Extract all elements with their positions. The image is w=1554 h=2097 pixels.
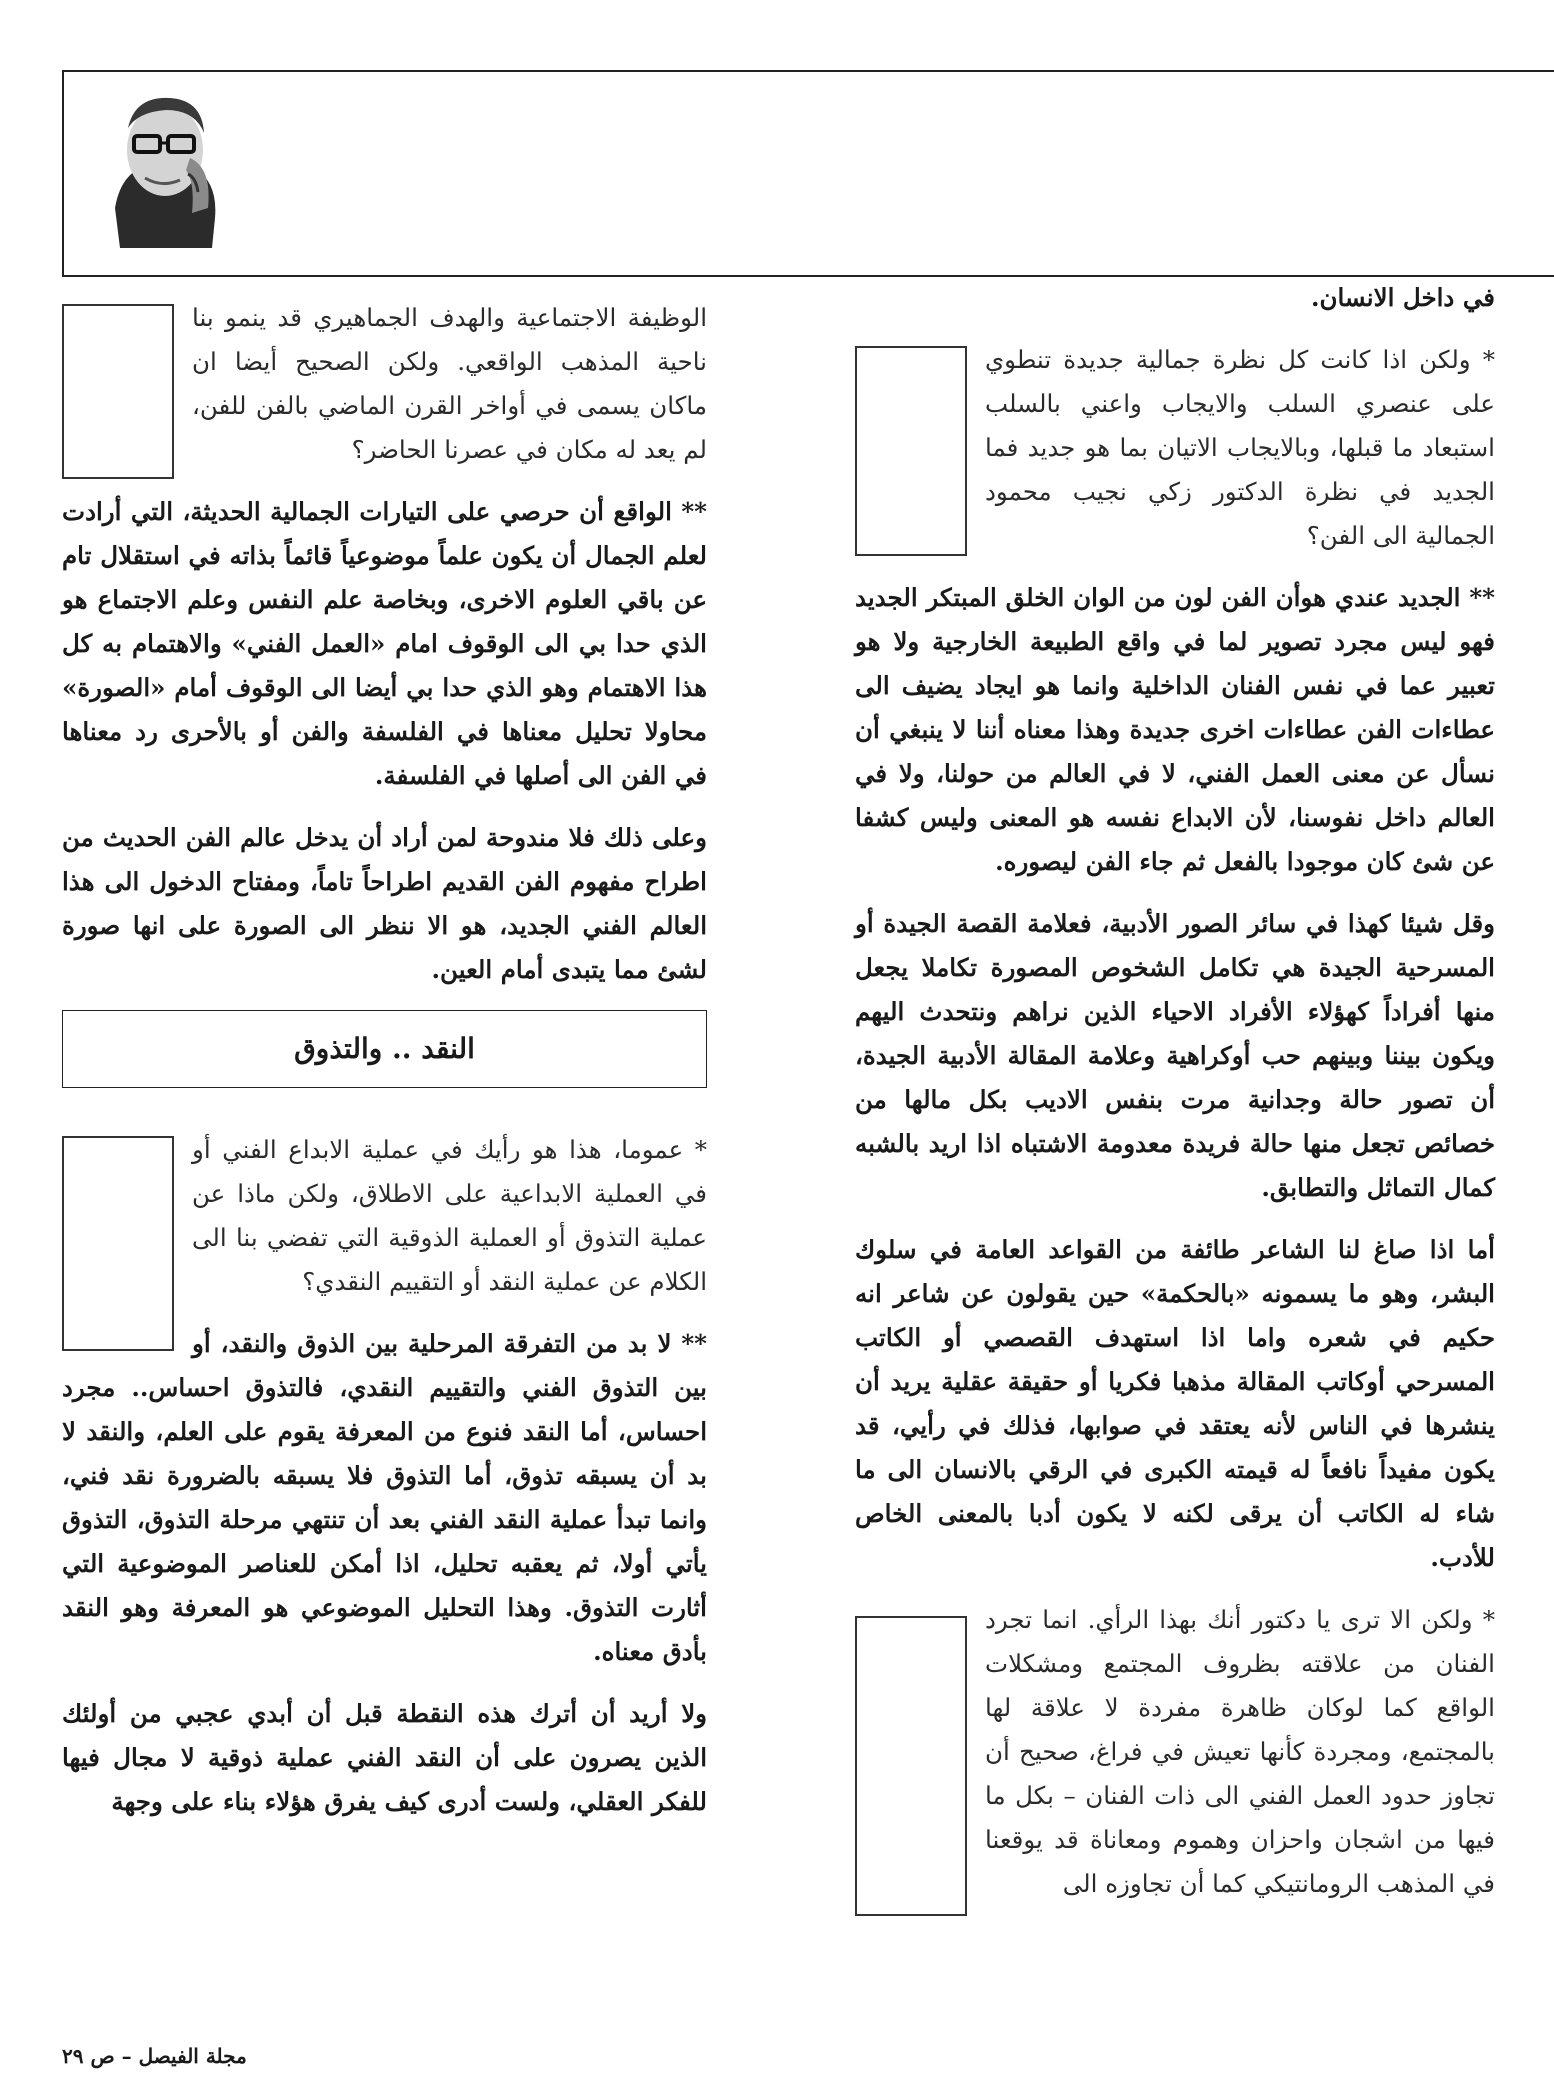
question-box-marker — [855, 1616, 967, 1916]
paragraph-2: وقل شيئا كهذا في سائر الصور الأدبية، فعلامة القصة الجيدة أو المسرحية الجيدة هي تكامل الشخوص المصورة تكاملا يجعل منها أفراداً كهؤلاء الأفراد الاحياء الذين نراهم ونتحدث اليهم ويكون بيننا وبينهم حب أوكراهية وعلامة المقالة الأدبية الجيدة، أن تصور حالة وجدانية مرت بنفس الاديب بكل مالها من خصائص تجعل منها حالة فريدة معدومة الاشتباه اذا اريد بالشبه كمال التماثل والتطابق. — [855, 909, 1495, 1202]
paragraph-5: ولا أريد أن أترك هذه النقطة قبل أن أبدي عجبي من أولئك الذين يصرون على أن النقد الفني عملية ذوقية لا مجال فيها للفكر العقلي، ولست أدرى كيف يفرق هؤلاء بناء على وجهة — [62, 1699, 707, 1816]
question-box-marker — [62, 1136, 174, 1351]
magazine-name: مجلة الفيصل — [138, 2044, 247, 2068]
question-continued: الوظيفة الاجتماعية والهدف الجماهيري قد ينمو بنا ناحية المذهب الواقعي. ولكن الصحيح أيضا ان ماكان يسمى في أواخر القرن الماضي بالفن للفن، لم يعد له مكان في عصرنا الحاضر؟ — [192, 303, 707, 464]
question-block-1 — [855, 338, 1495, 558]
lead-in-text: في داخل الانسان. — [1310, 283, 1495, 312]
question-2: * ولكن الا ترى يا دكتور أنك بهذا الرأي. انما تجرد الفنان من علاقته بظروف المجتمع ومشكلات الواقع كما لوكان ظاهرة مفردة لا علاقة لها بالمجتمع، ومجردة كأنها تعيش في فراغ، صحيح أن تجاوز حدود العمل الفني الى ذات الفنان – بكل ما فيها من اشجان واحزان وهموم ومعاناة قد يوقعنا في المذهب الرومانتيكي كما أن تجاوزه الى — [985, 1605, 1495, 1898]
header-frame — [62, 70, 1554, 277]
page-number: – ص ٢٩ — [62, 2044, 132, 2068]
answer-3: ** لا بد من التفرقة المرحلية بين الذوق والنقد، أو بين التذوق الفني والتقييم النقدي، فالتذوق احساس.. مجرد احساس، أما النقد فنوع من المعرفة يقوم على العلم، والنقد لا بد أن يسبقه تذوق، أما التذوق فلا يسبقه بالضرورة نقد فني، وانما تبدأ عملية النقد الفني بعد أن تنتهي مرحلة التذوق، التذوق يأتي أولا، ثم يعقبه تحليل، اذا أمكن للعناصر الموضوعية التي أثارت التذوق. وهذا التحليل الموضوعي هو المعرفة وهو النقد بأدق معناه. — [62, 1329, 707, 1666]
answer-1: ** الجديد عندي هوأن الفن لون من الوان الخلق المبتكر الجديد فهو ليس مجرد تصوير لما في واقع الطبيعة الخارجية ولا هو تعبير عما في نفس الفنان الداخلية وانما هو ايجاد يضيف الى عطاءات الفن عطاءات اخرى جديدة وهذا معناه أننا لا ينبغي أن نسأل عن معنى العمل الفني، لا في العالم من حولنا، ولا في العالم داخل نفوسنا، لأن الابداع نفسه هو المعنى وليس كشفا عن شئ كان موجودا بالفعل ثم جاء الفن ليصوره. — [855, 583, 1495, 876]
answer-2: ** الواقع أن حرصي على التيارات الجمالية الحديثة، التي أرادت لعلم الجمال أن يكون علماً موضوعياً قائماً بذاته في استقلال تام عن باقي العلوم الاخرى، وبخاصة علم النفس وعلم الاجتماع هو الذي حدا بي الى الوقوف امام «العمل الفني» والاهتمام به كل هذا الاهتمام وهو الذي حدا بي أيضا الى الوقوف أمام «الصورة» محاولا تحليل معناها في الفلسفة والفن أو بالأحرى رد معناها في الفن الى أصلها في الفلسفة. — [62, 497, 707, 790]
question-box-marker — [855, 346, 967, 556]
question-block-continued — [62, 296, 707, 472]
question-block-2 — [855, 1598, 1495, 1906]
paragraph-3: أما اذا صاغ لنا الشاعر طائفة من القواعد العامة في سلوك البشر، وهو ما يسمونه «بالحكمة» حين يقولون عن شاعر انه حكيم في شعره واما اذا استهدف القصصي أو الكاتب المسرحي أوكاتب المقالة مذهبا فكريا أو حقيقة عقلية يريد أن ينشرها في الناس لأنه يعتقد في صوابها، فذلك في رأيي، قد يكون مفيداً نافعاً له قيمته الكبرى في الرقي بالانسان الى ما شاء له الكاتب أن يرقى لكنه لا يكون أدبا بالمعنى الخاص للأدب. — [855, 1235, 1495, 1572]
right-column — [855, 276, 1495, 1926]
question-box-marker — [62, 304, 174, 479]
author-portrait — [100, 88, 230, 248]
page-footer — [62, 2044, 247, 2068]
section-heading: النقد .. والتذوق — [62, 1010, 707, 1088]
left-column — [62, 296, 707, 1842]
question-block-3 — [62, 1128, 707, 1304]
question-3: * عموما، هذا هو رأيك في عملية الابداع الفني أو في العملية الابداعية على الاطلاق، ولكن ماذا عن عملية التذوق أو العملية الذوقية التي تفضي بنا الى الكلام عن عملية النقد أو التقييم النقدي؟ — [192, 1135, 707, 1296]
question-1: * ولكن اذا كانت كل نظرة جمالية جديدة تنطوي على عنصري السلب والايجاب واعني بالسلب استبعاد ما قبلها، وبالايجاب الاتيان بما هو جديد فما الجديد في نظرة الدكتور زكي نجيب محمود الجمالية الى الفن؟ — [985, 345, 1495, 550]
paragraph-4: وعلى ذلك فلا مندوحة لمن أراد أن يدخل عالم الفن الحديث من اطراح مفهوم الفن القديم اطراحاً تاماً، ومفتاح الدخول الى هذا العالم الفني الجديد، هو الا ننظر الى الصورة على انها صورة لشئ مما يتبدى أمام العين. — [62, 823, 707, 984]
